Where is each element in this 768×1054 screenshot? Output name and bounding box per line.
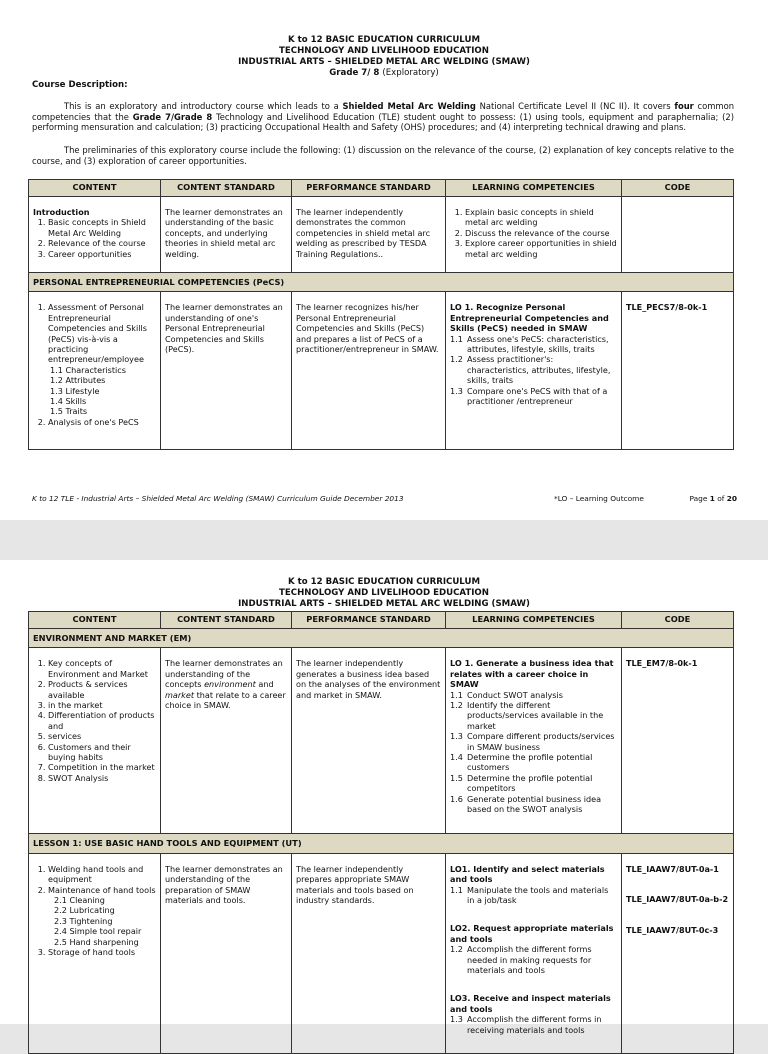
content-standard-text: The learner demonstrates an understanding of the preparation of SMAW materials and tools. xyxy=(165,863,283,906)
column-header-code: CODE xyxy=(622,612,734,629)
sub-item: 1.5 Traits xyxy=(50,406,88,417)
footer-document-title: K to 12 TLE - Industrial Arts – Shielded Metal Arc Welding (SMAW) Curriculum Guide December 2013 xyxy=(32,494,404,503)
performance-standard-text: The learner independently prepares appropriate SMAW materials and tools based on industry standards. xyxy=(296,863,414,906)
competency-number: 1.6 xyxy=(450,793,463,804)
code-cell xyxy=(622,197,734,273)
learning-competencies-cell xyxy=(446,853,622,1053)
competency-item xyxy=(450,794,617,815)
competency-number: 1.1 xyxy=(450,884,463,895)
competency-number: 1.3 xyxy=(450,1014,463,1025)
performance-standard-cell xyxy=(292,648,446,834)
footer-page-number xyxy=(689,494,737,503)
page-current: 1 xyxy=(709,494,715,503)
learning-outcome-heading: LO2. Request appropriate materials and tools xyxy=(450,923,614,944)
page-prefix: Page xyxy=(689,494,710,503)
column-header-performance-standard: PERFORMANCE STANDARD xyxy=(292,180,446,197)
competency-item xyxy=(450,334,617,355)
competency-code: TLE_IAAW7/8UT-0a-1 xyxy=(626,863,719,874)
cs-text: and xyxy=(255,679,274,690)
page-of: of xyxy=(714,494,727,503)
list-item-text: Assessment of Personal Entrepreneurial Competencies and Skills (PeCS) vis-à-vis a practicing entrepreneur/employee xyxy=(48,302,147,365)
section-row-lesson-1 xyxy=(29,834,734,853)
performance-standard-cell xyxy=(292,197,446,273)
header-line-3: INDUSTRIAL ARTS – SHIELDED METAL ARC WELDING (SMAW) xyxy=(238,599,530,609)
column-header-performance-standard: PERFORMANCE STANDARD xyxy=(292,612,446,629)
performance-standard-text: The learner independently generates a business idea based on the analyses of the environment and market in SMAW. xyxy=(296,658,441,700)
learning-competencies-cell xyxy=(446,292,622,450)
list-item: 2. Analysis of one's PeCS xyxy=(48,417,156,427)
competency-item xyxy=(450,700,617,731)
competency-code: TLE_EM7/8-0k-1 xyxy=(626,658,698,669)
competency-text: Identify the different products/services available in the market xyxy=(467,700,604,731)
course-description-paragraph-1 xyxy=(32,101,734,133)
header-title-block xyxy=(0,577,768,610)
competency-number: 1.3 xyxy=(450,731,463,742)
cs-text: that relate to a career choice in SMAW. xyxy=(165,689,286,711)
course-description-paragraph-2: The preliminaries of this exploratory course include the following: (1) discussion on the relevance of the course, (2) explanation of key concepts relative to the course, and (3) exploration of career opportunities. xyxy=(32,145,734,166)
column-header-learning-competencies: LEARNING COMPETENCIES xyxy=(446,612,622,629)
column-header-content: CONTENT xyxy=(29,180,161,197)
header-title-block xyxy=(0,35,768,79)
learning-outcome-heading: LO3. Receive and inspect materials and tools xyxy=(450,993,611,1014)
learning-competencies-cell xyxy=(446,197,622,273)
code-cell xyxy=(622,648,734,834)
sub-item: 1.1 Characteristics xyxy=(50,364,126,375)
content-cell xyxy=(29,853,161,1053)
sub-item: 2.4 Simple tool repair xyxy=(54,926,142,937)
header-line-2: TECHNOLOGY AND LIVELIHOOD EDUCATION xyxy=(279,46,489,56)
em-content-list xyxy=(33,658,156,783)
table-row-lesson-1 xyxy=(29,853,734,1053)
content-cell xyxy=(29,292,161,450)
code-cell xyxy=(622,292,734,450)
list-item: 3. in the market xyxy=(48,700,156,710)
header-line-2: TECHNOLOGY AND LIVELIHOOD EDUCATION xyxy=(279,588,489,598)
list-item xyxy=(48,885,156,947)
competency-item xyxy=(450,386,617,407)
competency-item xyxy=(450,690,617,700)
section-heading: ENVIRONMENT AND MARKET (EM) xyxy=(29,629,734,648)
column-header-content-standard: CONTENT STANDARD xyxy=(161,180,292,197)
list-item: 7. Competition in the market xyxy=(48,762,156,772)
competency-number: 1.5 xyxy=(450,772,463,783)
competency-item xyxy=(450,944,617,975)
header-line-3: INDUSTRIAL ARTS – SHIELDED METAL ARC WELDING (SMAW) xyxy=(238,57,530,67)
desc-bold: Grade 7/Grade 8 xyxy=(132,111,213,122)
learning-outcome-heading: LO1. Identify and select materials and tools xyxy=(450,863,605,885)
sub-item: 2.3 Tightening xyxy=(54,915,113,926)
list-item: 3. Storage of hand tools xyxy=(48,947,156,957)
section-row-em xyxy=(29,629,734,648)
list-item-text: Maintenance of hand tools xyxy=(48,884,156,895)
competency-code: TLE_IAAW7/8UT-0a-b-2 xyxy=(626,894,729,905)
table-row-pecs xyxy=(29,292,734,450)
content-standard-cell xyxy=(161,648,292,834)
header-line-1: K to 12 BASIC EDUCATION CURRICULUM xyxy=(287,577,481,587)
footer-lo-legend: *LO – Learning Outcome xyxy=(554,494,644,503)
code-cell xyxy=(622,853,734,1053)
content-standard-text: The learner demonstrates an understanding of the basic concepts, and underlying theories in shield metal arc welding. xyxy=(165,207,283,259)
content-standard-cell xyxy=(161,853,292,1053)
competency-item xyxy=(450,752,617,773)
list-item: 3. Career opportunities xyxy=(48,249,156,259)
lesson1-content-list xyxy=(33,864,156,958)
competency-number: 1.2 xyxy=(450,944,463,955)
learning-competencies-cell xyxy=(446,648,622,834)
competency-text: Compare different products/services in SMAW business xyxy=(467,731,615,752)
table-row-environment-market xyxy=(29,648,734,834)
list-item: 2. Discuss the relevance of the course xyxy=(465,228,617,238)
cs-italic: market xyxy=(165,689,195,700)
sub-item: 1.3 Lifestyle xyxy=(50,385,100,396)
competency-number: 1.1 xyxy=(450,689,463,700)
header-grade xyxy=(0,68,768,79)
pecs-content-list xyxy=(33,302,156,427)
competency-code: TLE_IAAW7/8UT-0c-3 xyxy=(626,924,719,935)
curriculum-page-1 xyxy=(0,0,768,520)
list-item: 1. Explain basic concepts in shield metal arc welding xyxy=(465,207,617,228)
section-heading: PERSONAL ENTREPRENEURIAL COMPETENCIES (PeCS) xyxy=(29,273,734,292)
content-cell xyxy=(29,197,161,273)
lesson1-sub-list xyxy=(48,895,156,947)
competency-text: Assess practitioner's: characteristics, attributes, lifestyle, skills, traits xyxy=(467,354,611,386)
competency-text: Accomplish the different forms in receiving materials and tools xyxy=(467,1014,602,1035)
sub-item: 2.5 Hand sharpening xyxy=(54,936,139,947)
curriculum-page-2 xyxy=(0,560,768,1035)
performance-standard-cell xyxy=(292,292,446,450)
competency-text: Determine the profile potential customers xyxy=(467,752,593,773)
list-item: 2. Relevance of the course xyxy=(48,238,156,248)
content-standard-cell xyxy=(161,197,292,273)
desc-bold: four xyxy=(674,101,694,111)
page-total: 20 xyxy=(726,494,737,503)
desc-text: Technology and Livelihood Education (TLE) student ought to possess: (1) using tools, equipment and paraphernalia; (2) performing mensuration and calculation; (3) practicing Occupational Health and Safety (OHS) procedures; and (4) interpreting technical drawing and plans. xyxy=(32,111,734,133)
performance-standard-text: The learner independently demonstrates the common competencies in shield metal arc welding as prescribed by TESDA Training Regulations.. xyxy=(296,207,431,259)
list-item: 1. Basic concepts in Shield Metal Arc Welding xyxy=(48,217,156,238)
competency-code: TLE_PECS7/8-0k-1 xyxy=(626,302,708,313)
curriculum-table-page-1 xyxy=(28,179,734,450)
desc-text: National Certificate Level II (NC II). It covers xyxy=(475,101,675,111)
desc-text: common competencies that the xyxy=(32,101,734,122)
competency-number: 1.1 xyxy=(450,333,463,344)
list-item: 4. Differentiation of products and xyxy=(48,710,156,731)
competency-number: 1.4 xyxy=(450,752,463,763)
competency-number: 1.2 xyxy=(450,354,463,365)
intro-title: Introduction xyxy=(33,207,90,217)
learning-outcome-heading: LO 1. Recognize Personal Entrepreneurial Competencies and Skills (PeCS) needed in SMAW xyxy=(450,302,609,334)
grade-label: Grade 7/ 8 xyxy=(329,68,380,78)
competency-text: Conduct SWOT analysis xyxy=(467,689,563,700)
competency-text: Determine the profile potential competitors xyxy=(467,772,593,794)
section-heading: LESSON 1: USE BASIC HAND TOOLS AND EQUIPMENT (UT) xyxy=(29,834,734,853)
list-item: 1. Welding hand tools and equipment xyxy=(48,864,156,885)
header-line-1: K to 12 BASIC EDUCATION CURRICULUM xyxy=(287,35,481,45)
column-header-content: CONTENT xyxy=(29,612,161,629)
content-standard-cell xyxy=(161,292,292,450)
column-header-learning-competencies: LEARNING COMPETENCIES xyxy=(446,180,622,197)
competency-text: Assess one's PeCS: characteristics, attributes, lifestyle, skills, traits xyxy=(467,333,609,355)
desc-text: This is an exploratory and introductory course which leads to a xyxy=(64,101,343,111)
sub-item: 2.2 Lubricating xyxy=(54,905,115,916)
course-description-title: Course Description: xyxy=(32,80,128,90)
list-item: 8. SWOT Analysis xyxy=(48,773,156,783)
competency-number: 1.2 xyxy=(450,700,463,711)
list-item: 3. Explore career opportunities in shield metal arc welding xyxy=(465,238,617,259)
content-standard-text xyxy=(165,658,287,710)
list-item: 5. services xyxy=(48,731,156,741)
competency-item xyxy=(450,773,617,794)
table-header-row xyxy=(29,180,734,197)
desc-bold: Shielded Metal Arc Welding xyxy=(342,101,476,111)
competency-item xyxy=(450,1014,617,1035)
grade-note: (Exploratory) xyxy=(382,68,439,78)
intro-content-list xyxy=(33,217,156,259)
cs-text: The learner demonstrates an understanding of the concepts xyxy=(165,658,283,690)
list-item: 2. Products & services available xyxy=(48,679,156,700)
pecs-sub-list xyxy=(48,365,156,417)
curriculum-table-page-2 xyxy=(28,611,734,1054)
table-row-introduction xyxy=(29,197,734,273)
sub-item: 2.1 Cleaning xyxy=(54,895,105,906)
competency-text: Manipulate the tools and materials in a job/task xyxy=(467,884,609,906)
learning-outcome-heading: LO 1. Generate a business idea that relates with a career choice in SMAW xyxy=(450,658,614,690)
list-item xyxy=(48,302,156,416)
performance-standard-cell xyxy=(292,853,446,1053)
competency-item xyxy=(450,885,617,906)
column-header-code: CODE xyxy=(622,180,734,197)
table-header-row xyxy=(29,612,734,629)
sub-item: 1.4 Skills xyxy=(50,396,87,407)
competency-item xyxy=(450,354,617,385)
competency-text: Compare one's PeCS with that of a practitioner /entrepreneur xyxy=(467,385,608,407)
content-standard-text: The learner demonstrates an understanding of one's Personal Entrepreneurial Competencies and Skills (PeCS). xyxy=(165,302,283,355)
competency-text: Accomplish the different forms needed in making requests for materials and tools xyxy=(467,944,592,976)
cs-italic: environment xyxy=(204,679,256,690)
intro-competency-list xyxy=(450,207,617,259)
list-item: 6. Customers and their buying habits xyxy=(48,742,156,763)
list-item: 1. Key concepts of Environment and Market xyxy=(48,658,156,679)
competency-item xyxy=(450,731,617,752)
column-header-content-standard: CONTENT STANDARD xyxy=(161,612,292,629)
competency-number: 1.3 xyxy=(450,385,463,396)
performance-standard-text: The learner recognizes his/her Personal Entrepreneurial Competencies and Skills (PeCS) and prepares a list of PeCS of a practitioner/entrepreneur in SMAW. xyxy=(296,302,439,355)
competency-text: Generate potential business idea based on the SWOT analysis xyxy=(467,793,602,815)
section-row-pecs xyxy=(29,273,734,292)
sub-item: 1.2 Attributes xyxy=(50,375,106,386)
content-cell xyxy=(29,648,161,834)
